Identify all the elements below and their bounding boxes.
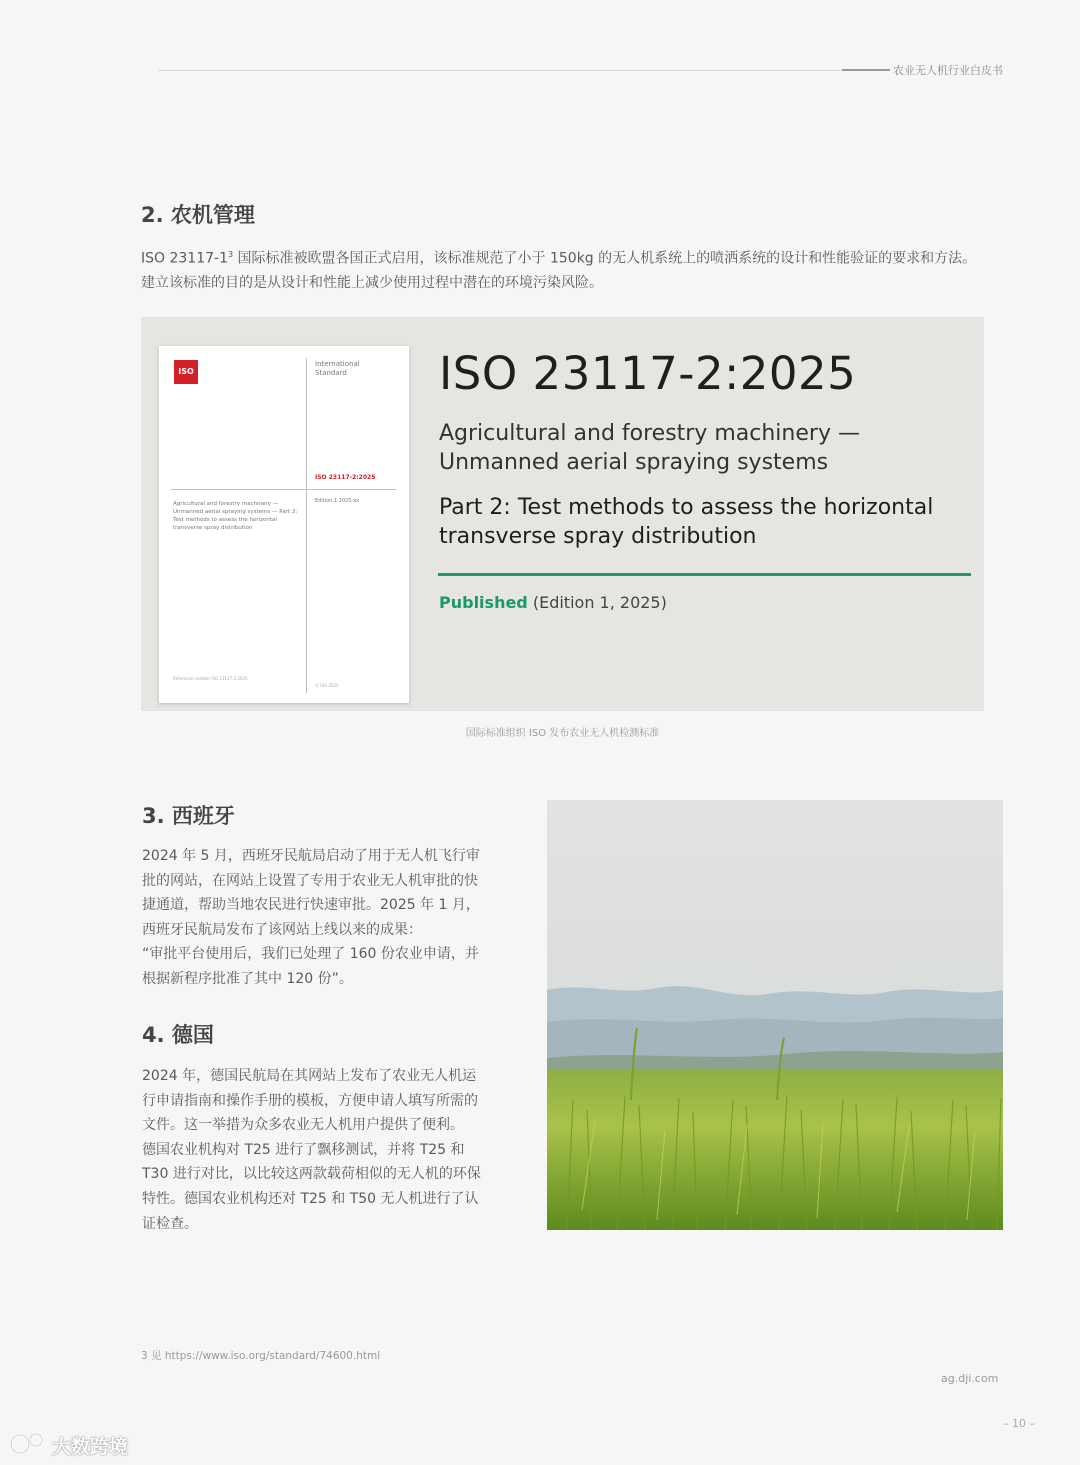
text-line: 根据新程序批准了其中 120 份”。 bbox=[142, 970, 353, 987]
section4-heading: 4. 德国 bbox=[142, 1023, 214, 1047]
section3-paragraph bbox=[142, 844, 512, 992]
cover-divider-vertical bbox=[306, 358, 307, 693]
text-line: 特性。德国农业机构还对 T25 和 T50 无人机进行了认 bbox=[142, 1190, 479, 1207]
watermark-text: 大数跨境 bbox=[52, 1436, 129, 1458]
section2-heading: 2. 农机管理 bbox=[141, 203, 255, 227]
text-line: “审批平台使用后，我们已处理了 160 份农业申请，并 bbox=[142, 946, 479, 963]
text-line: 2024 年 5 月，西班牙民航局启动了用于无人机飞行审 bbox=[142, 848, 480, 864]
text-line: 证检查。 bbox=[142, 1215, 198, 1232]
para-text-rest: 国际标准被欧盟各国正式启用，该标准规范了小于 150kg 的无人机系统上的喷洒系统的设计和性能验证的要求和方法。建立该标准的目的是从设计和性能上减少使用过程中潜在的环境污染风险。 bbox=[141, 250, 977, 292]
iso-subtitle: Agricultural and forestry machinery — Unmanned aerial spraying systems bbox=[439, 421, 860, 475]
cover-code: ISO 23117-2:2025 bbox=[315, 474, 376, 481]
iso-title: ISO 23117-2:2025 bbox=[439, 347, 857, 400]
rice-field-photo bbox=[547, 800, 1003, 1230]
cover-footer-left: Reference number ISO 23117-2:2025 bbox=[173, 676, 248, 681]
cover-edition: Edition 1 2025-xx bbox=[315, 498, 360, 504]
text-line: 德国农业机构对 T25 进行了飘移测试，并将 T25 和 bbox=[142, 1141, 465, 1158]
iso-logo: ISO bbox=[174, 360, 198, 384]
header-rule-accent bbox=[842, 69, 890, 71]
edition-label: (Edition 1, 2025) bbox=[527, 593, 667, 612]
cover-divider-horizontal bbox=[171, 489, 396, 490]
iso-part: Part 2: Test methods to assess the horizontal transverse spray distribution bbox=[439, 495, 934, 549]
text-line: 行申请指南和操作手册的模板，方便申请人填写所需的 bbox=[142, 1092, 478, 1109]
page-number: – 10 – bbox=[1003, 1417, 1035, 1430]
para-text-start: ISO 23117-1 bbox=[141, 250, 228, 267]
published-label: Published bbox=[439, 593, 528, 612]
text-line: 文件。这一举措为众多农业无人机用户提供了便利。 bbox=[142, 1117, 464, 1134]
section3-heading: 3. 西班牙 bbox=[142, 804, 235, 828]
cover-footer-right: © ISO 2025 bbox=[315, 683, 339, 688]
iso-document-cover bbox=[159, 346, 409, 703]
iso-standard-figure bbox=[141, 317, 984, 711]
site-url: ag.dji.com bbox=[941, 1372, 999, 1385]
cover-label: International Standard bbox=[315, 360, 360, 377]
figure-caption: 国际标准组织 ISO 发布农业无人机检测标准 bbox=[465, 728, 660, 739]
section2-paragraph bbox=[141, 243, 981, 296]
iso-green-rule bbox=[438, 573, 971, 576]
section4-paragraph bbox=[142, 1064, 512, 1236]
footnote-ref: 3 bbox=[227, 250, 234, 259]
header-rule bbox=[158, 70, 888, 71]
text-line: 捷通道，帮助当地农民进行快速审批。2025 年 1 月， bbox=[142, 897, 480, 914]
text-line: T30 进行对比，以比较这两款载荷相似的无人机的环保 bbox=[142, 1166, 481, 1183]
footnote: 3 见 https://www.iso.org/standard/74600.html bbox=[141, 1350, 381, 1362]
rice-field-illustration bbox=[547, 800, 1003, 1230]
watermark bbox=[8, 1428, 158, 1460]
text-line: 批的网站，在网站上设置了专用于农业无人机审批的快 bbox=[142, 872, 478, 889]
cover-description: Agricultural and forestry machinery — Unmanned aerial spraying systems — Part 2: Test methods to assess the horizontal transverse spray distribution bbox=[173, 501, 298, 531]
header-title: 农业无人机行业白皮书 bbox=[893, 64, 1003, 77]
text-line: 2024 年，德国民航局在其网站上发布了农业无人机运 bbox=[142, 1068, 477, 1084]
iso-status bbox=[439, 593, 667, 612]
text-line: 西班牙民航局发布了该网站上线以来的成果： bbox=[142, 921, 422, 938]
